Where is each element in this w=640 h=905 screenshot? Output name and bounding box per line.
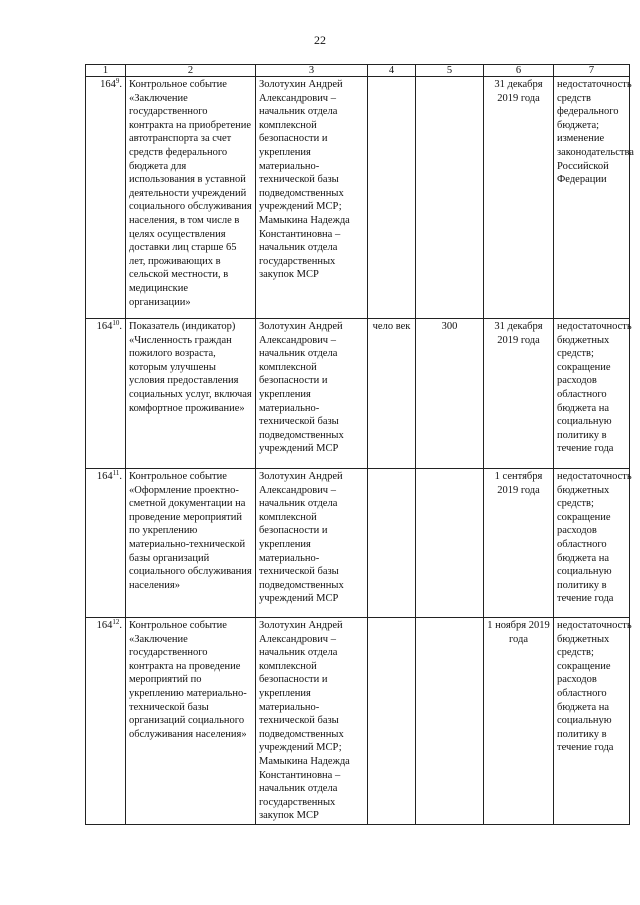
- column-header: 6: [484, 65, 554, 77]
- event-description: Показатель (индикатор) «Численность граждан пожилого возраста, которым улучшены условия предоставления социальных услуг, включая комфортное проживание»: [126, 319, 256, 469]
- deadline-cell: 31 декабря 2019 года: [484, 319, 554, 469]
- row-number: $164^{12}$.: [86, 618, 126, 825]
- column-header: 4: [368, 65, 416, 77]
- row-number-superscript: 9: [115, 77, 120, 85]
- column-header-row: [86, 65, 630, 77]
- table-row: [86, 319, 630, 469]
- column-header: 7: [554, 65, 630, 77]
- row-number-base: 164: [100, 79, 116, 90]
- responsible-person: Золотухин Андрей Александрович – начальник отдела комплексной безопасности и укрепления материально-технической базы подведомственных учреждений МСР; Мамыкина Надежда Константиновна – начальник отдела государственных закупок МСР: [256, 618, 368, 825]
- value-cell: 300: [416, 319, 484, 469]
- unit-cell: [368, 469, 416, 618]
- event-description: Контрольное событие «Оформление проектно-сметной документации на проведение мероприятий по укреплению материально-технической базы организаций социального обслуживания населения»: [126, 469, 256, 618]
- page-number: 22: [314, 33, 326, 47]
- value-cell: [416, 469, 484, 618]
- row-number-base: 164: [96, 620, 113, 631]
- responsible-person: Золотухин Андрей Александрович – начальник отдела комплексной безопасности и укрепления материально-технической базы подведомственных учреждений МСР; Мамыкина Надежда Константиновна – начальник отдела государственных закупок МСР: [256, 77, 368, 319]
- unit-cell: [368, 77, 416, 319]
- column-header: 2: [126, 65, 256, 77]
- column-header: 5: [416, 65, 484, 77]
- deadline-cell: 1 ноября 2019 года: [484, 618, 554, 825]
- risk-cell: недостаточность средств федерального бюджета; изменение законодательства Российской Федерации: [554, 77, 630, 319]
- table-row: [86, 618, 630, 825]
- deadline-cell: 1 сентября 2019 года: [484, 469, 554, 618]
- risk-cell: недостаточность бюджетных средств; сокращение расходов областного бюджета на социальную политику в течение года: [554, 469, 630, 618]
- plan-table: [85, 64, 634, 825]
- unit-cell: чело век: [368, 319, 416, 469]
- row-number: $164^{11}$.: [86, 469, 126, 618]
- row-number: $164^9$.: [86, 77, 126, 319]
- deadline-cell: 31 декабря 2019 года: [484, 77, 554, 319]
- event-description: Контрольное событие «Заключение государственного контракта на приобретение автотранспорта за счет средств федерального бюджета для использования в уставной деятельности учреждений социального обслуживания населения, в том числе в целях осуществления доставки лиц старше 65 лет, проживающих в сельской местности, в медицинские организации»: [126, 77, 256, 319]
- row-number-superscript: 11: [112, 469, 120, 477]
- event-description: Контрольное событие «Заключение государственного контракта на проведение мероприятий по укреплению материально-технической базы организаций социального обслуживания населения»: [126, 618, 256, 825]
- column-header: 1: [86, 65, 126, 77]
- row-number-base: 164: [96, 471, 113, 482]
- value-cell: [416, 77, 484, 319]
- unit-cell: [368, 618, 416, 825]
- row-number-base: 164: [96, 321, 113, 332]
- table-row: [86, 77, 630, 319]
- risk-cell: недостаточность бюджетных средств; сокращение расходов областного бюджета на социальную политику в течение года: [554, 319, 630, 469]
- responsible-person: Золотухин Андрей Александрович – начальник отдела комплексной безопасности и укрепления материально-технической базы подведомственных учреждений МСР: [256, 469, 368, 618]
- responsible-person: Золотухин Андрей Александрович – начальник отдела комплексной безопасности и укрепления материально-технической базы подведомственных учреждений МСР: [256, 319, 368, 469]
- value-cell: [416, 618, 484, 825]
- column-header: 3: [256, 65, 368, 77]
- row-number-superscript: 12: [112, 618, 120, 626]
- risk-cell: недостаточность бюджетных средств; сокращение расходов областного бюджета на социальную политику в течение года: [554, 618, 630, 825]
- row-number: $164^{10}$.: [86, 319, 126, 469]
- row-number-superscript: 10: [112, 319, 120, 327]
- table-row: [86, 469, 630, 618]
